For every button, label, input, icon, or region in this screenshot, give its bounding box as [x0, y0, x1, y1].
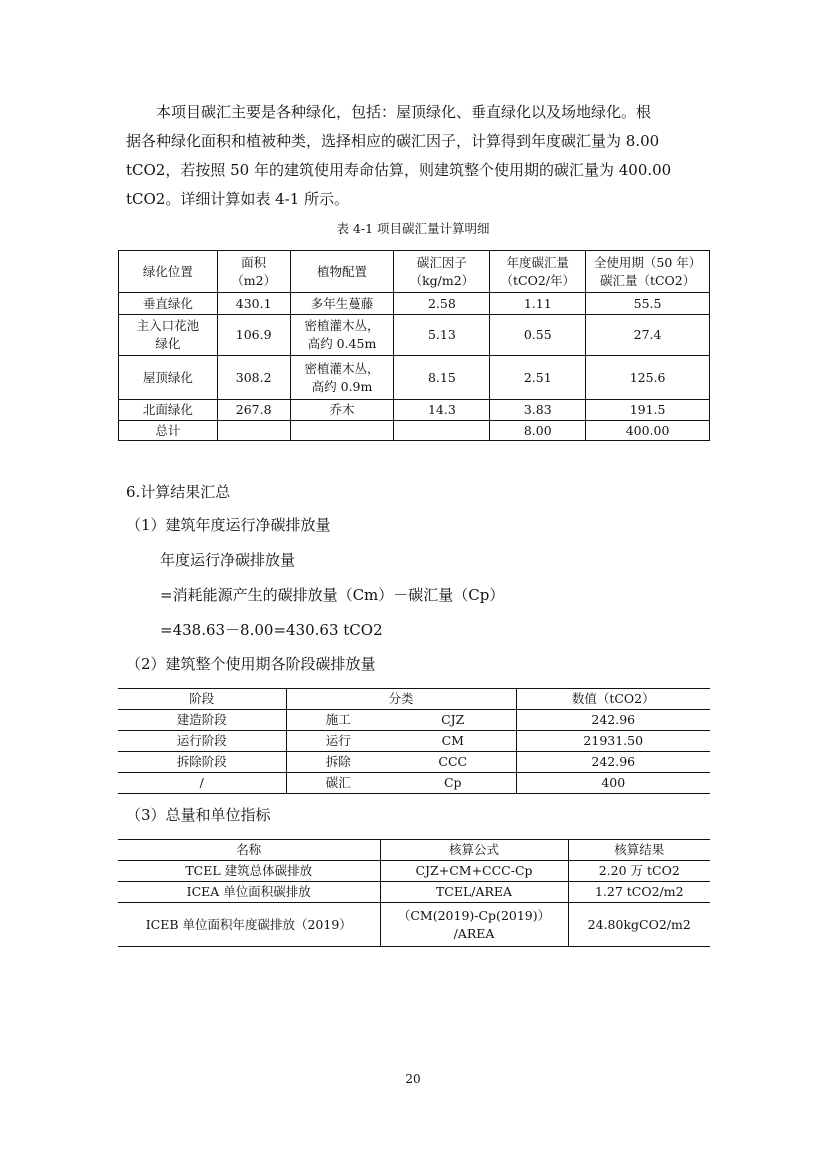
table-row: [119, 315, 710, 356]
table-cell: 运行阶段: [118, 731, 286, 752]
carbon-sink-table: [118, 250, 710, 441]
table-cell: 24.80kgCO2/m2: [568, 903, 710, 947]
table-cell: 总计: [119, 421, 218, 441]
table-header-row: [118, 840, 710, 861]
table-cell: [394, 421, 490, 441]
formula-line: 年度运行净碳排放量: [160, 551, 296, 569]
table-cell: 建造阶段: [118, 710, 286, 731]
table-cell: 屋顶绿化: [119, 356, 218, 400]
table-header-row: [118, 689, 710, 710]
table-cell: 2.58: [394, 293, 490, 315]
table-cell: ICEA 单位面积碳排放: [118, 882, 380, 903]
table-cell: 施工: [286, 710, 390, 731]
table-row: [118, 752, 710, 773]
indicator-table: [118, 839, 710, 947]
table-cell: 拆除: [286, 752, 390, 773]
table-cell: 400.00: [586, 421, 710, 441]
header-cell: 阶段: [118, 689, 286, 710]
header-cell: 数值（tCO2）: [516, 689, 710, 710]
table-cell: 267.8: [217, 400, 290, 421]
table-cell: [217, 421, 290, 441]
table-cell: 242.96: [516, 710, 710, 731]
table-cell: TCEL/AREA: [380, 882, 568, 903]
subsection-heading: （1）建筑年度运行净碳排放量: [126, 516, 331, 534]
table-cell: （CM(2019)-Cp(2019)） /AREA: [380, 903, 568, 947]
table-cell: 拆除阶段: [118, 752, 286, 773]
table-row: [119, 400, 710, 421]
table-cell: 碳汇: [286, 773, 390, 794]
header-cell: 核算结果: [568, 840, 710, 861]
table-row: [119, 356, 710, 400]
table-cell: TCEL 建筑总体碳排放: [118, 861, 380, 882]
table-cell: 密植灌木丛， 高约 0.9m: [290, 356, 394, 400]
table-cell: 242.96: [516, 752, 710, 773]
table-cell: 125.6: [586, 356, 710, 400]
table-row: [118, 773, 710, 794]
table-cell: 0.55: [490, 315, 586, 356]
table-cell: 北面绿化: [119, 400, 218, 421]
table-cell: 8.15: [394, 356, 490, 400]
header-cell: 植物配置: [290, 251, 394, 293]
header-cell: 面积 （m2）: [217, 251, 290, 293]
table-cell: 430.1: [217, 293, 290, 315]
table-cell: 5.13: [394, 315, 490, 356]
table-cell: CM: [390, 731, 516, 752]
lifecycle-emission-table: [118, 688, 710, 794]
table-cell: 21931.50: [516, 731, 710, 752]
table-total-row: [119, 421, 710, 441]
table-cell: 14.3: [394, 400, 490, 421]
intro-line: 据各种绿化面积和植被种类，选择相应的碳汇因子，计算得到年度碳汇量为 8.00: [126, 132, 660, 150]
table-cell: 2.51: [490, 356, 586, 400]
table-row: [118, 861, 710, 882]
table-cell: 308.2: [217, 356, 290, 400]
table-cell: CCC: [390, 752, 516, 773]
header-cell: 分类: [286, 689, 516, 710]
intro-line: tCO2，若按照 50 年的建筑使用寿命估算，则建筑整个使用期的碳汇量为 400.00: [126, 161, 672, 179]
table-cell: ICEB 单位面积年度碳排放（2019）: [145, 916, 352, 932]
table-cell: 1.27 tCO2/m2: [568, 882, 710, 903]
intro-line: 本项目碳汇主要是各种绿化，包括：屋顶绿化、垂直绿化以及场地绿化。根: [156, 103, 652, 121]
table-cell: 3.83: [490, 400, 586, 421]
header-cell: 碳汇因子 （kg/m2）: [394, 251, 490, 293]
intro-line: tCO2。详细计算如表 4-1 所示。: [126, 190, 350, 208]
table-header-row: [119, 251, 710, 293]
formula-line: =消耗能源产生的碳排放量（Cm）－碳汇量（Cp）: [160, 586, 505, 604]
table-cell: CJZ+CM+CCC-Cp: [380, 861, 568, 882]
header-cell: 全使用期（50 年） 碳汇量（tCO2）: [586, 251, 710, 293]
table-cell: Cp: [443, 775, 462, 790]
subsection-heading: （3）总量和单位指标: [126, 806, 271, 824]
table-cell: 多年生蔓藤: [290, 293, 394, 315]
table-row: [118, 710, 710, 731]
table-cell: 乔木: [290, 400, 394, 421]
table-cell: /: [199, 775, 204, 790]
table1-caption: 表 4-1 项目碳汇量计算明细: [336, 221, 490, 236]
table-row: [118, 903, 710, 947]
page-number: 20: [405, 1072, 421, 1086]
table-cell: 垂直绿化: [119, 293, 218, 315]
table-cell: 运行: [286, 731, 390, 752]
table-cell: 2.20 万 tCO2: [568, 861, 710, 882]
table-cell: 191.5: [586, 400, 710, 421]
header-cell: 年度碳汇量 （tCO2/年）: [490, 251, 586, 293]
formula-line: =438.63－8.00=430.63 tCO2: [160, 621, 383, 639]
section-heading: 6.计算结果汇总: [126, 483, 231, 501]
table-row: [118, 882, 710, 903]
table-cell: 106.9: [217, 315, 290, 356]
table-cell: 主入口花池 绿化: [119, 315, 218, 356]
table-cell: 27.4: [586, 315, 710, 356]
table-row: [118, 731, 710, 752]
subsection-heading: （2）建筑整个使用期各阶段碳排放量: [126, 655, 376, 673]
header-cell: 绿化位置: [119, 251, 218, 293]
table-cell: CJZ: [390, 710, 516, 731]
table-row: [119, 293, 710, 315]
table-cell: 密植灌木丛， 高约 0.45m: [290, 315, 394, 356]
header-cell: 核算公式: [380, 840, 568, 861]
table-cell: 8.00: [490, 421, 586, 441]
table-cell: 55.5: [586, 293, 710, 315]
table-cell: [290, 421, 394, 441]
table-cell: 400: [516, 773, 710, 794]
header-cell: 名称: [118, 840, 380, 861]
table-cell: 1.11: [490, 293, 586, 315]
intro-paragraph: [126, 98, 708, 214]
